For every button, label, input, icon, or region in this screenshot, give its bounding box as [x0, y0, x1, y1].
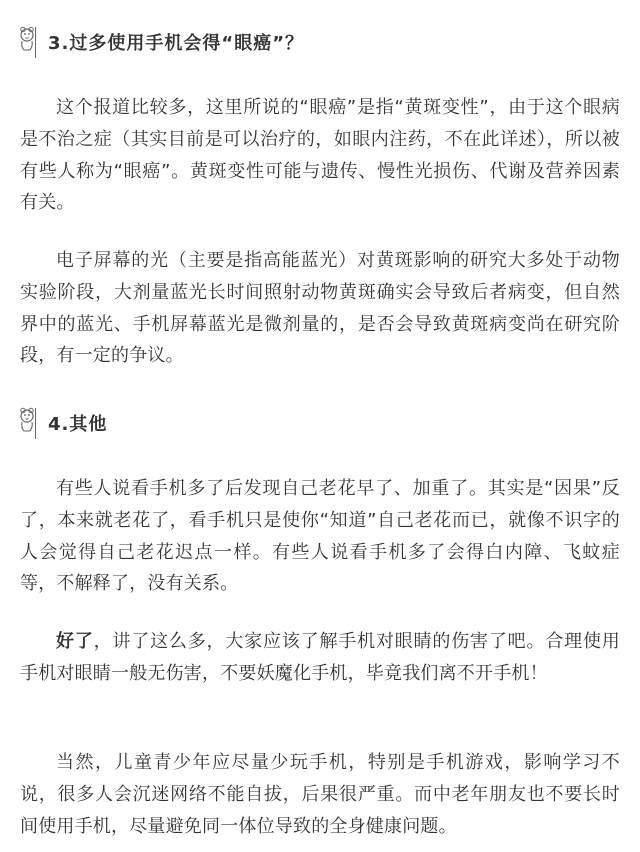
cartoon-bear-icon	[18, 24, 40, 60]
closing-text: ，讲了这么多，大家应该了解手机对眼睛的伤害了吧。合理使用手机对眼睛一般无伤害，不要妖魔化手机，毕竟我们离不开手机！	[20, 631, 620, 684]
cartoon-bear-icon	[18, 405, 40, 441]
section-title: 4.其他	[48, 414, 108, 435]
closing-paragraph	[20, 626, 620, 690]
section-title: 3.过多使用手机会得“眼癌”？	[48, 33, 305, 54]
paragraph: 电子屏幕的光（主要是指高能蓝光）对黄斑影响的研究大多处于动物实验阶段，大剂量蓝光长时间照射动物黄斑确实会导致后者病变，但自然界中的蓝光、手机屏幕蓝光是微剂量的，是否会导致黄斑病变尚在研究阶段，有一定的争议。	[20, 250, 620, 367]
paragraph: 这个报道比较多，这里所说的“眼癌”是指“黄斑变性”，由于这个眼病是不治之症（其实目前是可以治疗的，如眼内注药，不在此详述），所以被有些人称为“眼癌”。黄斑变性可能与遗传、慢性光损伤、代谢及营养因素有关。	[20, 97, 620, 214]
closing-lead: 好了	[56, 631, 94, 652]
section-4-heading	[18, 403, 107, 443]
paragraph: 有些人说看手机多了后发现自己老花早了、加重了。其实是“因果”反了，本来就老花了，看手机只是使你“知道”自己老花而已，就像不识字的人会觉得自己老花迟点一样。有些人说看手机多了会得白内障、飞蚊症等，不解释了，没有关系。	[20, 478, 620, 595]
section-3-heading	[18, 22, 304, 62]
final-paragraph: 当然，儿童青少年应尽量少玩手机，特别是手机游戏，影响学习不说，很多人会沉迷网络不能自拔，后果很严重。而中老年朋友也不要长时间使用手机，尽量避免同一体位导致的全身健康问题。	[20, 752, 620, 837]
